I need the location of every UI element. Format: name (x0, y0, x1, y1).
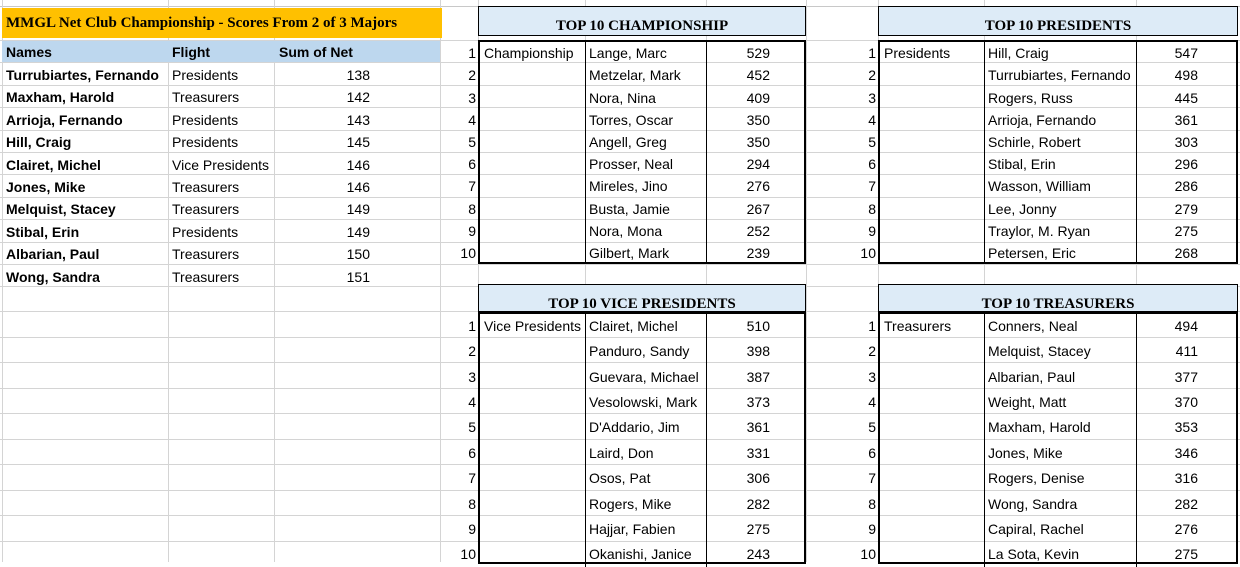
player-score[interactable]: 452 (746, 67, 770, 84)
player-score[interactable]: 350 (746, 111, 770, 128)
rank-number[interactable]: 8 (868, 200, 876, 217)
player-name[interactable]: Turrubiartes, Fernando (988, 67, 1131, 84)
player-name[interactable]: Capiral, Rachel (988, 520, 1084, 537)
player-name[interactable]: Schirle, Robert (988, 133, 1081, 150)
player-name[interactable]: Petersen, Eric (988, 244, 1076, 261)
player-score[interactable]: 377 (1174, 368, 1198, 385)
player-score[interactable]: 282 (746, 495, 770, 512)
player-name[interactable]: Melquist, Stacey (988, 343, 1091, 360)
player-score[interactable]: 239 (746, 244, 770, 261)
rank-number[interactable]: 3 (468, 89, 476, 106)
column-header-sum-of-net[interactable]: Sum of Net (279, 44, 353, 60)
rank-number[interactable]: 6 (868, 444, 876, 461)
flight-cell[interactable]: Treasurers (172, 268, 240, 285)
rank-number[interactable]: 10 (460, 244, 476, 261)
column-separator (984, 313, 985, 567)
rank-number[interactable]: 3 (468, 368, 476, 385)
rank-number[interactable]: 6 (868, 156, 876, 173)
player-score[interactable]: 498 (1174, 67, 1198, 84)
rank-number[interactable]: 1 (868, 45, 876, 62)
player-score[interactable]: 306 (746, 470, 770, 487)
flight-cell[interactable]: Presidents (172, 111, 239, 128)
rank-number[interactable]: 3 (868, 89, 876, 106)
player-name[interactable]: Stibal, Erin (988, 156, 1056, 173)
box-title-vice-presidents[interactable]: TOP 10 VICE PRESIDENTS (478, 284, 806, 314)
column-header-names[interactable]: Names (6, 44, 52, 60)
rank-number[interactable]: 2 (468, 67, 476, 84)
player-score[interactable]: 387 (746, 368, 770, 385)
player-name[interactable]: Angell, Greg (589, 133, 667, 150)
sum-cell[interactable]: 146 (346, 156, 370, 173)
player-score[interactable]: 411 (1175, 343, 1198, 360)
rank-number[interactable]: 10 (860, 546, 876, 563)
player-name[interactable]: Jones, Mike (988, 444, 1063, 461)
rank-number[interactable]: 1 (468, 45, 476, 62)
flight-cell[interactable]: Treasurers (172, 179, 240, 195)
rank-number[interactable]: 10 (860, 244, 876, 261)
name-cell[interactable]: Clairet, Michel (6, 156, 101, 173)
player-score[interactable]: 409 (746, 89, 770, 106)
name-cell[interactable]: Wong, Sandra (6, 268, 100, 285)
player-score[interactable]: 276 (746, 178, 770, 195)
player-score[interactable]: 316 (1174, 470, 1198, 487)
rank-number[interactable]: 2 (468, 343, 476, 360)
sum-cell[interactable]: 149 (346, 201, 370, 218)
name-cell[interactable]: Hill, Craig (6, 134, 72, 151)
player-name[interactable]: Wasson, William (988, 178, 1091, 195)
player-score[interactable]: 286 (1174, 178, 1198, 195)
rank-number[interactable]: 2 (868, 67, 876, 84)
player-score[interactable]: 276 (1174, 520, 1198, 537)
flight-cell[interactable]: Vice Presidents (172, 156, 270, 173)
column-separator (1136, 42, 1137, 264)
player-name[interactable]: Lange, Marc (589, 45, 667, 62)
player-score[interactable]: 547 (1174, 45, 1198, 62)
player-name[interactable]: Panduro, Sandy (589, 343, 690, 360)
player-name[interactable]: Guevara, Michael (589, 368, 699, 385)
flight-label[interactable]: Championship (484, 45, 574, 62)
sum-cell[interactable]: 149 (346, 223, 370, 240)
player-name[interactable]: Hill, Craig (988, 45, 1049, 62)
rank-number[interactable]: 3 (868, 368, 876, 385)
player-name[interactable]: Maxham, Harold (988, 419, 1091, 436)
name-cell[interactable]: Stibal, Erin (6, 223, 80, 240)
rank-number[interactable]: 5 (868, 419, 876, 436)
rank-number[interactable]: 1 (868, 317, 876, 334)
sum-cell[interactable]: 146 (346, 179, 370, 195)
rank-number[interactable]: 8 (468, 495, 476, 512)
column-separator (984, 42, 985, 264)
player-score[interactable]: 373 (746, 393, 770, 410)
rank-number[interactable]: 5 (468, 133, 476, 150)
player-score[interactable]: 267 (746, 200, 770, 217)
name-cell[interactable]: Albarian, Paul (6, 246, 100, 263)
player-name[interactable]: Nora, Nina (589, 89, 656, 106)
player-name[interactable]: Hajjar, Fabien (589, 520, 676, 537)
flight-cell[interactable]: Presidents (172, 134, 239, 151)
flight-cell[interactable]: Treasurers (172, 246, 240, 263)
column-separator (585, 313, 586, 567)
player-name[interactable]: Osos, Pat (589, 470, 651, 487)
player-score[interactable]: 353 (1174, 419, 1198, 436)
player-name[interactable]: Wong, Sandra (988, 495, 1078, 512)
column-separator (585, 42, 586, 264)
player-name[interactable]: Rogers, Russ (988, 89, 1073, 106)
column-separator (706, 42, 707, 264)
column-header-flight[interactable]: Flight (172, 44, 211, 60)
player-name[interactable]: Gilbert, Mark (589, 244, 670, 261)
name-cell[interactable]: Maxham, Harold (6, 89, 115, 106)
rank-number[interactable]: 1 (468, 317, 476, 334)
sheet-title[interactable]: MMGL Net Club Championship - Scores From 2 of 3 Majors (2, 8, 442, 38)
player-score[interactable]: 303 (1174, 133, 1198, 150)
rank-number[interactable]: 8 (868, 495, 876, 512)
flight-cell[interactable]: Treasurers (172, 201, 240, 218)
player-name[interactable]: Mireles, Jino (589, 178, 668, 195)
box-title-presidents[interactable]: TOP 10 PRESIDENTS (878, 6, 1238, 36)
rank-number[interactable]: 2 (868, 343, 876, 360)
sum-cell[interactable]: 145 (346, 134, 370, 151)
player-name[interactable]: Torres, Oscar (589, 111, 674, 128)
column-separator (1136, 313, 1137, 567)
name-cell[interactable]: Jones, Mike (6, 179, 86, 195)
rank-number[interactable]: 6 (468, 156, 476, 173)
rank-number[interactable]: 4 (868, 393, 876, 410)
rank-number[interactable]: 4 (868, 111, 876, 128)
player-name[interactable]: Rogers, Mike (589, 495, 672, 512)
name-cell[interactable]: Turrubiartes, Fernando (6, 67, 159, 83)
player-score[interactable]: 350 (746, 133, 770, 150)
player-score[interactable]: 370 (1174, 393, 1198, 410)
player-score[interactable]: 294 (746, 156, 770, 173)
player-score[interactable]: 361 (1174, 111, 1198, 128)
player-name[interactable]: Albarian, Paul (988, 368, 1076, 385)
name-cell[interactable]: Melquist, Stacey (6, 201, 116, 218)
column-separator (706, 313, 707, 567)
rank-number[interactable]: 4 (468, 111, 476, 128)
player-score[interactable]: 282 (1174, 495, 1198, 512)
flight-label[interactable]: Vice Presidents (484, 317, 582, 334)
player-score[interactable]: 243 (746, 546, 770, 563)
box-title-treasurers[interactable]: TOP 10 TREASURERS (878, 284, 1238, 314)
player-name[interactable]: Metzelar, Mark (589, 67, 681, 84)
flight-cell[interactable]: Presidents (172, 67, 239, 83)
sum-cell[interactable]: 143 (346, 111, 370, 128)
rank-number[interactable]: 10 (460, 546, 476, 563)
rank-number[interactable]: 9 (868, 222, 876, 239)
rank-number[interactable]: 5 (868, 133, 876, 150)
flight-cell[interactable]: Presidents (172, 223, 239, 240)
player-name[interactable]: Okanishi, Janice (589, 546, 692, 563)
rank-number[interactable]: 5 (468, 419, 476, 436)
flight-label[interactable]: Presidents (884, 45, 951, 62)
player-score[interactable]: 331 (746, 444, 770, 461)
rank-number[interactable]: 7 (868, 470, 876, 487)
player-score[interactable]: 275 (1174, 546, 1198, 563)
rank-number[interactable]: 7 (868, 178, 876, 195)
player-name[interactable]: Clairet, Michel (589, 317, 678, 334)
sum-cell[interactable]: 142 (346, 89, 370, 106)
player-score[interactable]: 494 (1174, 317, 1198, 334)
player-score[interactable]: 361 (746, 419, 770, 436)
player-score[interactable]: 510 (746, 317, 770, 334)
player-score[interactable]: 296 (1174, 156, 1198, 173)
player-name[interactable]: Nora, Mona (589, 222, 663, 239)
player-name[interactable]: Arrioja, Fernando (988, 111, 1097, 128)
rank-number[interactable]: 4 (468, 393, 476, 410)
box-title-championship[interactable]: TOP 10 CHAMPIONSHIP (478, 6, 806, 36)
column-header-row (2, 41, 440, 62)
flight-cell[interactable]: Treasurers (172, 89, 240, 106)
rank-number[interactable]: 6 (468, 444, 476, 461)
player-name[interactable]: Rogers, Denise (988, 470, 1085, 487)
sum-cell[interactable]: 151 (346, 268, 370, 285)
flight-label[interactable]: Treasurers (884, 317, 952, 334)
player-name[interactable]: Laird, Don (589, 444, 654, 461)
sum-cell[interactable]: 150 (346, 246, 370, 263)
player-score[interactable]: 346 (1174, 444, 1198, 461)
player-score[interactable]: 529 (746, 45, 770, 62)
player-name[interactable]: Busta, Jamie (589, 200, 670, 217)
rank-number[interactable]: 9 (868, 520, 876, 537)
rank-number[interactable]: 8 (468, 200, 476, 217)
rank-number[interactable]: 9 (468, 222, 476, 239)
player-score[interactable]: 275 (1174, 222, 1198, 239)
player-score[interactable]: 445 (1174, 89, 1198, 106)
player-name[interactable]: Traylor, M. Ryan (988, 222, 1091, 239)
player-name[interactable]: Lee, Jonny (988, 200, 1057, 217)
rank-number[interactable]: 9 (468, 520, 476, 537)
rank-number[interactable]: 7 (468, 470, 476, 487)
player-score[interactable]: 252 (746, 222, 770, 239)
player-name[interactable]: Vesolowski, Mark (589, 393, 698, 410)
player-name[interactable]: D'Addario, Jim (589, 419, 680, 436)
player-name[interactable]: Weight, Matt (988, 393, 1067, 410)
player-score[interactable]: 275 (746, 520, 770, 537)
player-score[interactable]: 398 (746, 343, 770, 360)
player-score[interactable]: 268 (1174, 244, 1198, 261)
player-name[interactable]: Conners, Neal (988, 317, 1078, 334)
player-name[interactable]: La Sota, Kevin (988, 546, 1080, 563)
name-cell[interactable]: Arrioja, Fernando (6, 111, 123, 128)
player-name[interactable]: Prosser, Neal (589, 156, 674, 173)
sum-cell[interactable]: 138 (346, 67, 370, 83)
player-score[interactable]: 279 (1174, 200, 1198, 217)
rank-number[interactable]: 7 (468, 178, 476, 195)
